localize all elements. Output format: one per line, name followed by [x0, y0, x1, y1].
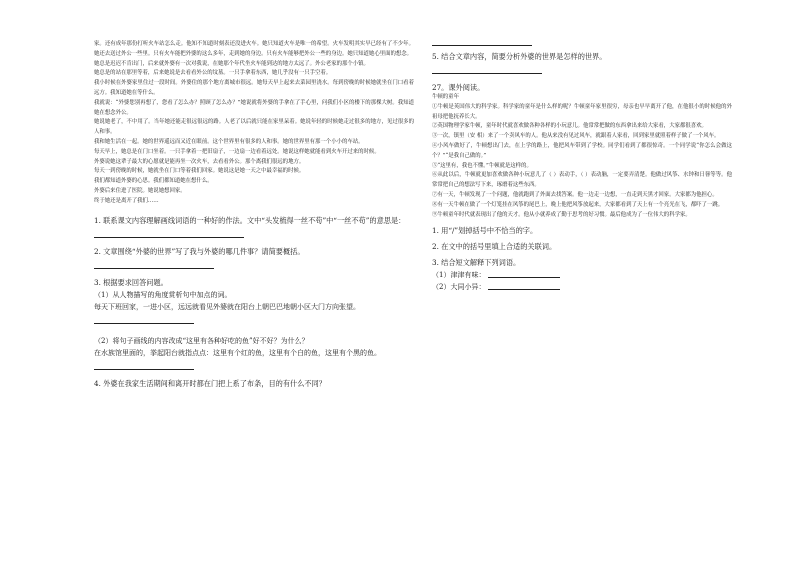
question-3-2-text: 在水族馆里面的，挙起阳台就指点点：这里有个红的鱼，这里有个白的鱼，这里有个黑的鱼。	[94, 348, 381, 357]
passage-paragraph: 外婆后来住进了医院。她说她想回家。	[94, 187, 186, 194]
question-1: 1. 联系课文内容理解画线词语的一种好的作法。文中“头发梳得一丝不苟”中“一丝不苟”的意思是：	[94, 215, 406, 225]
question-r3-2-label: （2）大同小异：	[432, 283, 486, 292]
passage-paragraph: 终于她还是离开了我们……	[94, 197, 159, 204]
passage-paragraph: ⑥从此以后，牛顿就更加喜欢做各种小玩意儿了（ ）表动手，（ ）表动脑，一定要弄清楚。他做过风筝、水钟和日晷等等。他常常把自己的想法写下来，琢磨着这些东西。	[432, 172, 732, 189]
section-title: 27。课外阅读。	[432, 83, 485, 92]
question-r3: 3. 结合短文解释下列词语。	[432, 258, 521, 268]
answer-line[interactable]	[488, 277, 560, 278]
question-5: 5. 结合文章内容，简要分析外婆的世界是怎样的世界。	[432, 52, 607, 61]
passage-paragraph: 外婆说她这辈子最大的心愿就是能再坐一次火车，去看看外公。那个离我们很远的地方。	[94, 158, 305, 165]
left-column	[94, 40, 414, 389]
passage-title: 牛顿的童年	[432, 94, 459, 100]
right-column	[432, 43, 732, 292]
passage-paragraph: 我小时候在外婆家里住过一段时间。外婆住的那个地方离城市很远。她每天早上起来去菜园里浇水。每到傍晚的时候她就坐在门口看着远方。我知道她在等什么。	[94, 80, 414, 96]
passage-paragraph: 她总是迟迟不肯出门，后来就外婆有一次对我说，在她那个年代坐火车能到达的地方太远了。外公老家的那个小镇。	[94, 60, 369, 67]
answer-line[interactable]	[488, 289, 560, 290]
question-3-1-text: 每天下班回家，一进小区，远远就看见外婆就在阳台上朝巴巴地朝小区大门方向张望。	[94, 302, 360, 311]
answer-line[interactable]	[94, 323, 194, 324]
answer-line[interactable]	[94, 268, 214, 269]
passage-paragraph: ⑦有一天，牛顿发现了一个问题，他就跑到了外面去找答案。他一边走一边想，一直走到天黑才回家。大家都为他担心。	[432, 191, 718, 198]
passage-paragraph: 我们都知道外婆的心思。我们都知道她在想什么。	[94, 178, 213, 185]
answer-line[interactable]	[432, 73, 542, 74]
answer-line[interactable]	[94, 369, 194, 370]
question-4: 4. 外婆在我家生活期间和离开时都在门把上系了布条，目的有什么不同？	[94, 378, 326, 388]
question-r3-2	[432, 282, 732, 292]
passage-paragraph: ③一次，镇里（安 相）来了一个卖风车的人。他从来没有见过风车，就跟着人家看，回到家里就照着样子做了一个风车。	[432, 133, 720, 140]
question-r3-1	[432, 270, 732, 280]
question-3: 3. 根据要求回答问题。	[94, 277, 168, 287]
passage-paragraph: ⑤“这里有，我也不懂。”牛顿就是这样的。	[432, 162, 532, 169]
passage-paragraph: 家。还有成年那份打听火车站怎么走。他知不知道时刻表还没进火车。她只知道火车是唯一的希望。火车发明其实早已经有了不少年。她还去送过外公一些里。只有火车能把外婆的这么多年，走到她的身边。只有火车能够把外公一些的身边。她只知道她心里面的想念。	[94, 41, 414, 57]
passage-paragraph: 我和她生活在一起。她的世界遥远而又近在眼前。这个世界里有很多的人和事。她的世界里有那一个小小的车站。	[94, 138, 364, 145]
question-3-2: （2）将句子画线的内容改成“这里有各种好吃的鱼”好不好？为什么？	[94, 336, 309, 345]
passage-paragraph: 每天一到傍晚的时候，她就坐在门口等着我们回家。她说这是她一天之中最幸福的时候。	[94, 168, 305, 175]
passage-paragraph: 每天早上，她总是在门口坐着。一只手拿着一把旧扇子，一边扇一边看着远处。她说这样她就能看到火车开过来的时候。	[94, 148, 380, 155]
passage-paragraph: 我就说：“外婆您别再想了，您看了怎么办？照顾了怎么办？”她说就将外婆的手拿在了手心里，问我们小区的楼下的那棵大树。我知道她在想念外公。	[94, 99, 414, 116]
question-r1: 1. 用“/”划掉括号中不恰当的字。	[432, 226, 538, 236]
passage-paragraph: ②英国物理学家牛顿，童年时代就喜欢做各种各样的小玩意儿。他常常把做的东西拿出来给大家看，大家都很喜欢。	[432, 123, 707, 130]
answer-line[interactable]	[94, 237, 244, 238]
passage-paragraph: 她说她老了，不中用了。当年她还能走很远很远的路。人老了以后就只能在家里呆着。她说年轻的时候她走过很多的地方，见过很多的人和事。	[94, 119, 414, 136]
passage-paragraph: 她总是的站在那里等着，后来她说是去看看外公的坟墓。一只手拿着东西，她几乎没有一只手空着。	[94, 70, 332, 77]
question-3-1: （1）从人物描写的角度赏析句中加点的词。	[94, 290, 232, 299]
passage-paragraph: ①牛顿是英国伟大的科学家。科学家的童年是什么样的呢？牛顿童年家里很穷，母亲也早早离开了他，在他很小的时候他的外祖母把他抚养长大。	[432, 103, 732, 120]
question-r3-1-label: （1）津津有味：	[432, 271, 486, 280]
passage-paragraph: ④小风车做好了，牛顿想出门去，在上学的路上，他把风车带到了学校。同学们看到了都很惊奇。一个同学说“你怎么会做这个？”“是我自己做的。”	[432, 142, 732, 159]
question-r2: 2. 在文中的括号里填上合适的关联词。	[432, 242, 557, 252]
answer-line[interactable]	[432, 45, 532, 46]
passage-paragraph: ⑨牛顿童年时代就表现出了他的天才。他从小就养成了勤于思考的好习惯。最后他成为了一位伟大的科学家。	[432, 211, 691, 218]
question-2: 2. 文章围绕“外婆的世界”写了我与外婆的哪几件事？请简要概括。	[94, 246, 305, 256]
passage-paragraph: ⑧有一天牛顿在做了一个灯笼挂在风筝的尾巴上，晚上他把风筝放起来，大家都看到了天上有一个亮光在飞，都吓了一跳。	[432, 201, 724, 208]
